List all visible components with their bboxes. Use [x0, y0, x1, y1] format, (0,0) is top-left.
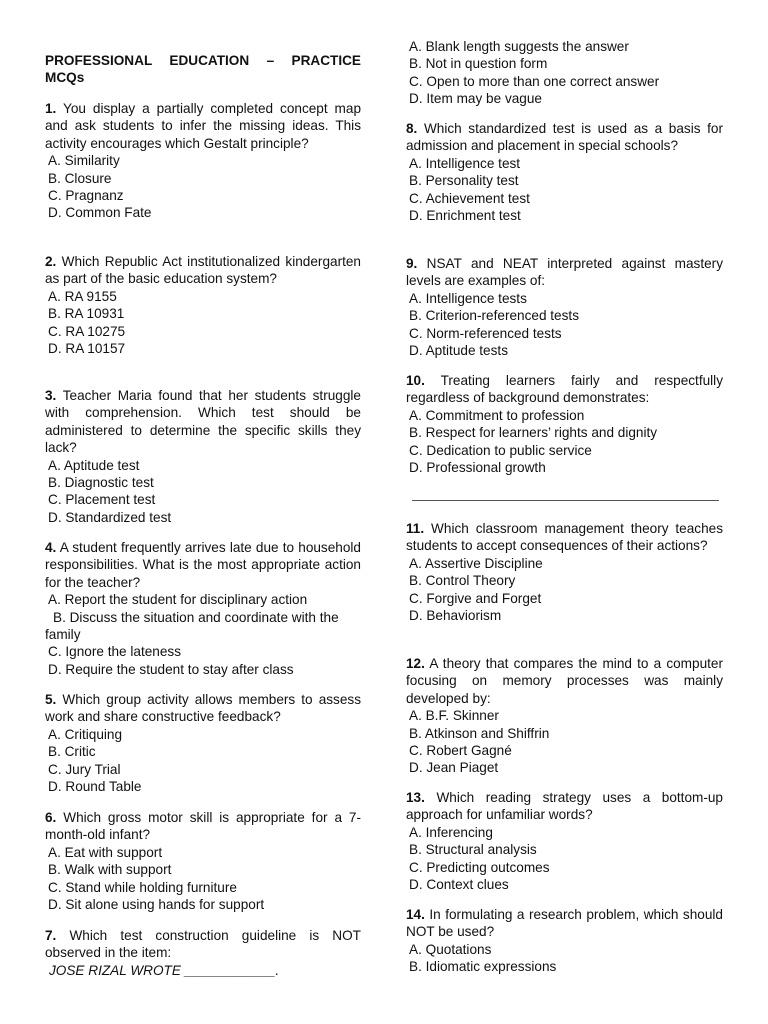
question-text: In formulating a research problem, which should NOT be used?	[406, 907, 723, 940]
question-stem	[45, 691, 361, 726]
question-stem	[406, 120, 723, 155]
option-a: A. Commitment to profession	[409, 407, 585, 423]
option-a: A. Intelligence test	[409, 155, 521, 171]
question-number: 5.	[45, 692, 57, 707]
option-a: A. Assertive Discipline	[409, 555, 543, 571]
question-12	[406, 655, 723, 777]
option-d: D. Behaviorism	[409, 608, 502, 624]
option-a: A. RA 9155	[48, 288, 117, 304]
option-a: A. Quotations	[409, 941, 492, 957]
option-b: B. Closure	[48, 170, 112, 186]
question-number: 9.	[406, 256, 418, 271]
option-a: A. B.F. Skinner	[409, 708, 499, 724]
question-text: Which gross motor skill is appropriate for a 7-month-old infant?	[45, 810, 361, 843]
option-b: B. Structural analysis	[409, 842, 537, 858]
option-a: A. Report the student for disciplinary action	[48, 592, 308, 608]
question-text: Treating learners fairly and respectfully regardless of background demonstrates:	[406, 373, 723, 406]
option-b: B. Diagnostic test	[48, 475, 154, 491]
question-example-item: JOSE RIZAL WROTE ____________.	[49, 962, 280, 978]
option-d: D. Aptitude tests	[409, 343, 508, 359]
question-stem	[406, 655, 723, 707]
option-b: B. Walk with support	[48, 862, 172, 878]
question-text: You display a partially completed concept map and ask students to infer the missing ideas. This activity encourages which Gestalt principle?	[45, 101, 362, 151]
question-text: Which group activity allows members to assess work and share constructive feedback?	[45, 692, 362, 725]
option-b: B. Not in question form	[409, 56, 548, 72]
option-d: D. Standardized test	[48, 509, 172, 525]
option-a: A. Intelligence tests	[409, 290, 527, 306]
question-text: A theory that compares the mind to a computer focusing on memory processes was mainly developed by:	[406, 656, 723, 706]
option-d: D. Context clues	[409, 877, 509, 893]
option-c: C. Norm-referenced tests	[409, 325, 562, 341]
question-stem	[45, 809, 361, 844]
option-a: A. Eat with support	[48, 844, 163, 860]
question-text: Which Republic Act institutionalized kindergarten as part of the basic education system?	[45, 254, 361, 287]
question-9	[406, 255, 723, 359]
option-d: D. Professional growth	[409, 460, 546, 476]
option-a: A. Blank length suggests the answer	[409, 39, 629, 54]
question-stem	[45, 539, 361, 591]
question-number: 14.	[406, 907, 425, 922]
question-stem	[45, 253, 361, 288]
option-c: C. Pragnanz	[48, 188, 124, 204]
question-text: Which classroom management theory teaches students to accept consequences of their actions?	[406, 521, 724, 554]
question-text: Teacher Maria found that her students struggle with comprehension. Which test should be administered to determine the specific skills they lack?	[45, 388, 361, 456]
question-stem	[45, 100, 361, 152]
question-stem	[406, 520, 723, 555]
question-13	[406, 789, 723, 893]
question-6	[45, 809, 361, 913]
option-d: D. Jean Piaget	[409, 760, 499, 776]
option-c: C. Forgive and Forget	[409, 590, 542, 606]
question-stem	[406, 255, 723, 290]
option-d: D. Sit alone using hands for support	[48, 897, 265, 913]
option-c: C. Ignore the lateness	[48, 644, 181, 660]
question-1	[45, 100, 361, 222]
page-title: PROFESSIONAL EDUCATION – PRACTICE MCQs	[45, 53, 361, 86]
option-b: B. RA 10931	[48, 306, 125, 322]
option-a: A. Aptitude test	[48, 457, 140, 473]
question-text: Which reading strategy uses a bottom-up approach for unfamiliar words?	[406, 790, 723, 823]
question-stem	[406, 789, 723, 824]
question-7	[45, 927, 361, 979]
option-a: A. Similarity	[48, 153, 120, 169]
question-4	[45, 539, 361, 678]
option-b: B. Atkinson and Shiffrin	[409, 725, 550, 741]
option-b: B. Criterion-referenced tests	[409, 308, 579, 324]
question-number: 6.	[45, 810, 57, 825]
option-c: C. Predicting outcomes	[409, 859, 550, 875]
option-b: B. Idiomatic expressions	[409, 959, 557, 975]
option-b: B. Personality test	[409, 173, 519, 189]
question-stem	[45, 927, 361, 962]
option-a: A. Inferencing	[409, 824, 493, 840]
option-d: D. Common Fate	[48, 205, 152, 221]
option-d: D. Enrichment test	[409, 208, 521, 224]
question-text: NSAT and NEAT interpreted against mastery levels are examples of:	[406, 256, 724, 289]
option-b: B. Critic	[48, 744, 96, 760]
question-2	[45, 253, 361, 357]
question-number: 11.	[406, 521, 425, 536]
option-c: C. Robert Gagné	[409, 743, 512, 759]
question-number: 3.	[45, 388, 57, 403]
option-d: D. Round Table	[48, 779, 142, 795]
question-number: 12.	[406, 656, 425, 671]
option-b: B. Respect for learners’ rights and dignity	[409, 425, 658, 441]
question-text: Which test construction guideline is NOT observed in the item:	[45, 928, 361, 961]
section-divider	[412, 500, 719, 501]
question-number: 13.	[406, 790, 425, 805]
question-5	[45, 691, 361, 795]
option-d: D. Require the student to stay after class	[48, 661, 294, 677]
question-number: 4.	[45, 540, 57, 555]
option-c: C. Stand while holding furniture	[48, 879, 237, 895]
question-number: 7.	[45, 928, 57, 943]
question-text: A student frequently arrives late due to household responsibilities. What is the most appropriate action for the teacher?	[45, 540, 361, 590]
question-7-options	[406, 38, 723, 108]
question-14	[406, 906, 723, 976]
option-a: A. Critiquing	[48, 726, 123, 742]
question-number: 10.	[406, 373, 425, 388]
question-text: Which standardized test is used as a basis for admission and placement in special schools?	[406, 121, 723, 154]
question-number: 2.	[45, 254, 57, 269]
option-b: B. Control Theory	[409, 573, 516, 589]
option-c: C. Open to more than one correct answer	[409, 73, 660, 89]
question-stem	[45, 387, 361, 457]
option-d: D. RA 10157	[48, 341, 126, 357]
option-b-text: B. Discuss the situation and coordinate with the family	[45, 609, 339, 643]
question-8	[406, 120, 723, 224]
question-number: 1.	[45, 101, 57, 116]
option-b	[45, 609, 361, 644]
question-stem	[406, 906, 723, 941]
option-d: D. Item may be vague	[409, 91, 542, 107]
question-11	[406, 520, 723, 624]
question-stem	[406, 372, 723, 407]
question-number: 8.	[406, 121, 418, 136]
question-10	[406, 372, 723, 476]
option-c: C. Placement test	[48, 492, 156, 508]
question-3	[45, 387, 361, 526]
option-c: C. Dedication to public service	[409, 442, 592, 458]
option-c: C. Jury Trial	[48, 761, 121, 777]
option-c: C. RA 10275	[48, 323, 126, 339]
option-c: C. Achievement test	[409, 190, 530, 206]
